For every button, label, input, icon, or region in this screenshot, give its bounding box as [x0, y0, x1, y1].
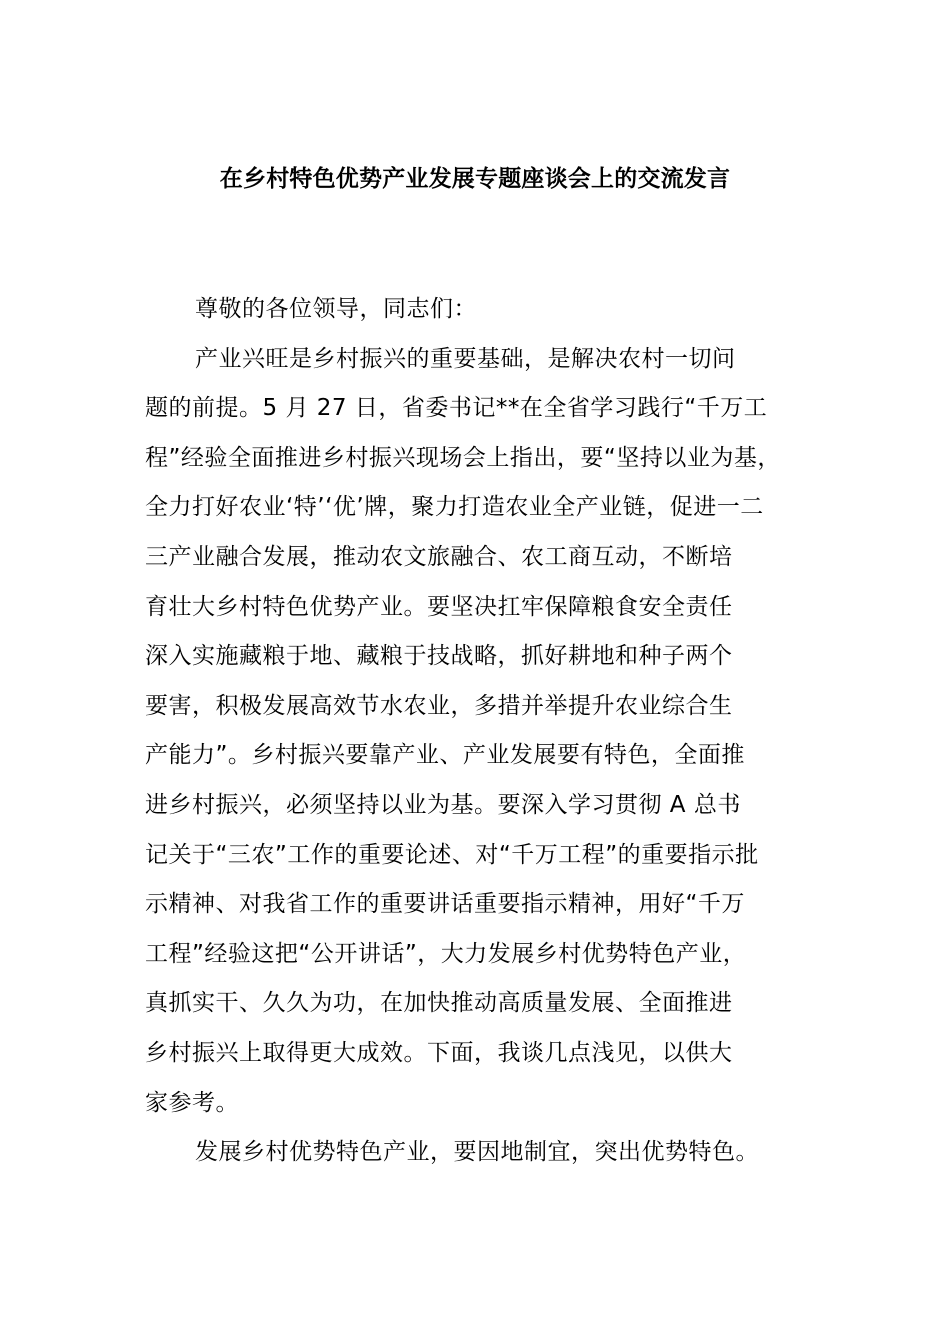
document-body — [145, 285, 829, 1178]
paragraph-line: 示精神、对我省工作的重要讲话重要指示精神，用好“千万 — [145, 891, 745, 918]
paragraph-line: 进乡村振兴，必须坚持以业为基。要深入学习贯彻 A 总书 — [145, 791, 741, 818]
paragraph-line: 产能力”。乡村振兴要靠产业、产业发展要有特色，全面推 — [145, 742, 745, 769]
paragraph-line: 记关于“三农”工作的重要论述、对“千万工程”的重要指示批 — [145, 841, 759, 868]
paragraph-line: 育壮大乡村特色优势产业。要坚决扛牢保障粮食安全责任 — [145, 593, 733, 620]
paragraph-line: 三产业融合发展，推动农文旅融合、农工商互动，不断培 — [145, 543, 733, 570]
paragraph-line: 真抓实干、久久为功，在加快推动高质量发展、全面推进 — [145, 990, 733, 1017]
paragraph-line: 题的前提。5 月 27 日，省委书记**在全省学习践行“千万工 — [145, 395, 768, 422]
salutation: 尊敬的各位领导，同志们： — [195, 296, 477, 322]
document-title: 在乡村特色优势产业发展专题座谈会上的交流发言 — [219, 166, 731, 192]
paragraph-line: 家参考。 — [145, 1089, 239, 1116]
paragraph-line: 全力打好农业‘特’‘优’牌，聚力打造农业全产业链，促进一二 — [145, 494, 764, 521]
paragraph-1 — [145, 335, 829, 1129]
paragraph-line: 要害，积极发展高效节水农业，多措并举提升农业综合生 — [145, 692, 733, 719]
paragraph-line: 深入实施藏粮于地、藏粮于技战略，抓好耕地和种子两个 — [145, 643, 733, 670]
paragraph-line: 乡村振兴上取得更大成效。下面，我谈几点浅见，以供大 — [145, 1039, 733, 1066]
paragraph-line: 程”经验全面推进乡村振兴现场会上指出，要“坚持以业为基， — [145, 444, 781, 471]
paragraph-line: 发展乡村优势特色产业，要因地制宜，突出优势特色。 — [195, 1139, 759, 1166]
paragraph-line: 工程”经验这把“公开讲话”，大力发展乡村优势特色产业， — [145, 940, 747, 967]
paragraph-2 — [145, 1128, 829, 1178]
paragraph-line: 产业兴旺是乡村振兴的重要基础，是解决农村一切问 — [195, 345, 736, 372]
